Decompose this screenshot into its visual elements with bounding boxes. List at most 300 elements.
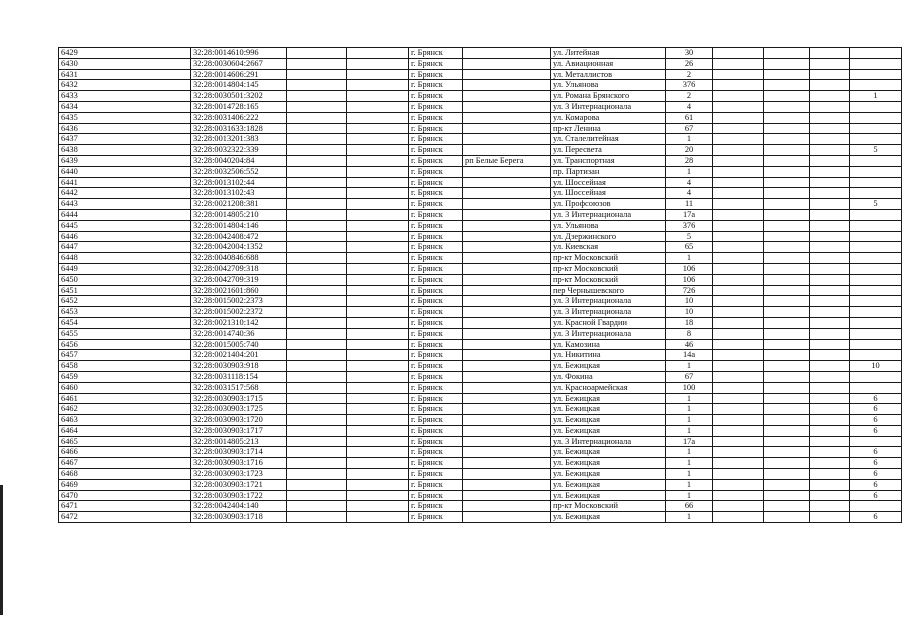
empty-cell [347, 328, 409, 339]
settlement-cell [463, 209, 551, 220]
settlement-cell [463, 436, 551, 447]
empty-cell [810, 145, 850, 156]
street-cell: ул. Сталелитейная [551, 134, 666, 145]
record-number: 6462 [59, 404, 191, 415]
empty-cell [810, 253, 850, 264]
settlement-cell: рп Белые Берега [463, 155, 551, 166]
empty-cell [287, 274, 347, 285]
house-number: 1 [666, 479, 713, 490]
empty-cell [810, 415, 850, 426]
empty-cell [347, 209, 409, 220]
house-number: 67 [666, 371, 713, 382]
table-row [59, 188, 902, 199]
street-cell: ул. Шоссейная [551, 177, 666, 188]
empty-cell [810, 307, 850, 318]
empty-cell [287, 91, 347, 102]
empty-cell [764, 263, 810, 274]
street-cell: ул. Комарова [551, 112, 666, 123]
settlement-cell [463, 371, 551, 382]
cadastral-number: 32:28:0021208:381 [191, 199, 287, 210]
table-row [59, 112, 902, 123]
settlement-cell [463, 479, 551, 490]
extra-number [850, 177, 902, 188]
cadastral-number: 32:28:0021310:142 [191, 317, 287, 328]
empty-cell [810, 177, 850, 188]
table-row [59, 501, 902, 512]
empty-cell [287, 350, 347, 361]
extra-number [850, 69, 902, 80]
extra-number: 6 [850, 393, 902, 404]
empty-cell [810, 199, 850, 210]
table-row [59, 253, 902, 264]
empty-cell [713, 155, 764, 166]
empty-cell [810, 80, 850, 91]
empty-cell [764, 220, 810, 231]
empty-cell [810, 296, 850, 307]
settlement-cell [463, 101, 551, 112]
extra-number [850, 112, 902, 123]
empty-cell [347, 220, 409, 231]
house-number: 1 [666, 166, 713, 177]
extra-number [850, 350, 902, 361]
settlement-cell [463, 490, 551, 501]
empty-cell [764, 155, 810, 166]
cadastral-number: 32:28:0031406:222 [191, 112, 287, 123]
street-cell: пр-кт Ленина [551, 123, 666, 134]
empty-cell [713, 447, 764, 458]
empty-cell [810, 58, 850, 69]
house-number: 17а [666, 436, 713, 447]
extra-number [850, 188, 902, 199]
empty-cell [764, 112, 810, 123]
extra-number [850, 307, 902, 318]
empty-cell [287, 404, 347, 415]
empty-cell [764, 253, 810, 264]
city-cell: г. Брянск [409, 48, 463, 59]
table-row [59, 350, 902, 361]
empty-cell [347, 382, 409, 393]
settlement-cell [463, 69, 551, 80]
empty-cell [764, 134, 810, 145]
record-number: 6449 [59, 263, 191, 274]
empty-cell [347, 263, 409, 274]
settlement-cell [463, 220, 551, 231]
empty-cell [347, 339, 409, 350]
empty-cell [347, 166, 409, 177]
empty-cell [287, 479, 347, 490]
empty-cell [810, 112, 850, 123]
settlement-cell [463, 134, 551, 145]
cadastral-number: 32:28:0032506:552 [191, 166, 287, 177]
cadastral-number: 32:28:0013102:43 [191, 188, 287, 199]
empty-cell [810, 479, 850, 490]
settlement-cell [463, 393, 551, 404]
empty-cell [347, 69, 409, 80]
empty-cell [713, 328, 764, 339]
empty-cell [287, 512, 347, 523]
house-number: 100 [666, 382, 713, 393]
empty-cell [764, 371, 810, 382]
city-cell: г. Брянск [409, 328, 463, 339]
city-cell: г. Брянск [409, 263, 463, 274]
empty-cell [347, 393, 409, 404]
record-number: 6442 [59, 188, 191, 199]
table-body [59, 48, 902, 523]
extra-number [850, 382, 902, 393]
settlement-cell [463, 317, 551, 328]
empty-cell [810, 458, 850, 469]
empty-cell [713, 209, 764, 220]
extra-number [850, 166, 902, 177]
table-row [59, 58, 902, 69]
extra-number: 6 [850, 512, 902, 523]
record-number: 6453 [59, 307, 191, 318]
table-row [59, 393, 902, 404]
house-number: 14а [666, 350, 713, 361]
empty-cell [764, 188, 810, 199]
empty-cell [347, 296, 409, 307]
empty-cell [764, 209, 810, 220]
empty-cell [810, 436, 850, 447]
extra-number: 6 [850, 490, 902, 501]
empty-cell [810, 274, 850, 285]
empty-cell [713, 145, 764, 156]
table-row [59, 328, 902, 339]
empty-cell [347, 307, 409, 318]
house-number: 1 [666, 393, 713, 404]
house-number: 4 [666, 101, 713, 112]
empty-cell [713, 91, 764, 102]
record-number: 6432 [59, 80, 191, 91]
record-number: 6460 [59, 382, 191, 393]
house-number: 30 [666, 48, 713, 59]
extra-number [850, 274, 902, 285]
record-number: 6458 [59, 361, 191, 372]
empty-cell [713, 123, 764, 134]
house-number: 1 [666, 415, 713, 426]
extra-number [850, 48, 902, 59]
extra-number [850, 436, 902, 447]
street-cell: пер Чернышевского [551, 285, 666, 296]
city-cell: г. Брянск [409, 501, 463, 512]
street-cell: ул. Транспортная [551, 155, 666, 166]
empty-cell [287, 328, 347, 339]
street-cell: ул. Бежицкая [551, 393, 666, 404]
house-number: 46 [666, 339, 713, 350]
empty-cell [713, 393, 764, 404]
street-cell: ул. Бежицкая [551, 479, 666, 490]
empty-cell [287, 285, 347, 296]
empty-cell [287, 80, 347, 91]
house-number: 1 [666, 447, 713, 458]
street-cell: ул. Красноармейская [551, 382, 666, 393]
cadastral-number: 32:28:0042004:1352 [191, 242, 287, 253]
cadastral-number: 32:28:0014804:145 [191, 80, 287, 91]
table-row [59, 296, 902, 307]
house-number: 1 [666, 253, 713, 264]
cadastral-number: 32:28:0014805:213 [191, 436, 287, 447]
street-cell: ул. Камозина [551, 339, 666, 350]
empty-cell [764, 469, 810, 480]
record-number: 6468 [59, 469, 191, 480]
empty-cell [713, 199, 764, 210]
empty-cell [810, 155, 850, 166]
empty-cell [810, 361, 850, 372]
empty-cell [764, 490, 810, 501]
empty-cell [810, 166, 850, 177]
extra-number [850, 209, 902, 220]
empty-cell [347, 101, 409, 112]
street-cell: ул. 3 Интернационала [551, 436, 666, 447]
cadastral-number: 32:28:0042404:140 [191, 501, 287, 512]
empty-cell [713, 425, 764, 436]
empty-cell [347, 415, 409, 426]
empty-cell [287, 134, 347, 145]
house-number: 1 [666, 425, 713, 436]
table-row [59, 404, 902, 415]
city-cell: г. Брянск [409, 447, 463, 458]
empty-cell [287, 188, 347, 199]
cadastral-number: 32:28:0030501:3202 [191, 91, 287, 102]
settlement-cell [463, 296, 551, 307]
empty-cell [764, 242, 810, 253]
city-cell: г. Брянск [409, 112, 463, 123]
empty-cell [347, 155, 409, 166]
cadastral-number: 32:28:0021404:201 [191, 350, 287, 361]
empty-cell [347, 350, 409, 361]
table-row [59, 134, 902, 145]
empty-cell [713, 307, 764, 318]
street-cell: ул. Ульянова [551, 220, 666, 231]
empty-cell [713, 501, 764, 512]
extra-number: 5 [850, 199, 902, 210]
city-cell: г. Брянск [409, 91, 463, 102]
empty-cell [347, 447, 409, 458]
city-cell: г. Брянск [409, 134, 463, 145]
cadastral-number: 32:28:0031633:1828 [191, 123, 287, 134]
house-number: 376 [666, 80, 713, 91]
empty-cell [713, 101, 764, 112]
city-cell: г. Брянск [409, 371, 463, 382]
empty-cell [347, 123, 409, 134]
settlement-cell [463, 145, 551, 156]
extra-number [850, 317, 902, 328]
record-number: 6430 [59, 58, 191, 69]
city-cell: г. Брянск [409, 220, 463, 231]
empty-cell [764, 307, 810, 318]
street-cell: ул. Пересвета [551, 145, 666, 156]
empty-cell [764, 231, 810, 242]
city-cell: г. Брянск [409, 285, 463, 296]
empty-cell [347, 371, 409, 382]
street-cell: ул. Литейная [551, 48, 666, 59]
empty-cell [287, 209, 347, 220]
empty-cell [764, 425, 810, 436]
cadastral-number: 32:28:0014740:36 [191, 328, 287, 339]
empty-cell [347, 512, 409, 523]
city-cell: г. Брянск [409, 166, 463, 177]
empty-cell [347, 188, 409, 199]
empty-cell [287, 112, 347, 123]
empty-cell [713, 134, 764, 145]
record-number: 6435 [59, 112, 191, 123]
street-cell: пр-кт Московский [551, 253, 666, 264]
empty-cell [810, 263, 850, 274]
table-row [59, 155, 902, 166]
empty-cell [347, 501, 409, 512]
empty-cell [810, 371, 850, 382]
record-number: 6446 [59, 231, 191, 242]
cadastral-number: 32:28:0014804:146 [191, 220, 287, 231]
table-row [59, 231, 902, 242]
record-number: 6459 [59, 371, 191, 382]
table-row [59, 101, 902, 112]
record-number: 6438 [59, 145, 191, 156]
empty-cell [764, 458, 810, 469]
empty-cell [713, 231, 764, 242]
empty-cell [764, 393, 810, 404]
empty-cell [713, 112, 764, 123]
record-number: 6461 [59, 393, 191, 404]
record-number: 6469 [59, 479, 191, 490]
empty-cell [810, 242, 850, 253]
empty-cell [287, 382, 347, 393]
empty-cell [764, 274, 810, 285]
record-number: 6431 [59, 69, 191, 80]
house-number: 376 [666, 220, 713, 231]
record-number: 6429 [59, 48, 191, 59]
table-row [59, 307, 902, 318]
empty-cell [810, 231, 850, 242]
house-number: 1 [666, 458, 713, 469]
city-cell: г. Брянск [409, 469, 463, 480]
extra-number [850, 231, 902, 242]
empty-cell [810, 101, 850, 112]
house-number: 1 [666, 469, 713, 480]
house-number: 4 [666, 177, 713, 188]
empty-cell [713, 458, 764, 469]
scan-edge-mark [0, 485, 3, 615]
settlement-cell [463, 415, 551, 426]
empty-cell [713, 58, 764, 69]
city-cell: г. Брянск [409, 253, 463, 264]
record-number: 6452 [59, 296, 191, 307]
table-row [59, 415, 902, 426]
empty-cell [347, 199, 409, 210]
extra-number [850, 123, 902, 134]
empty-cell [713, 404, 764, 415]
empty-cell [810, 490, 850, 501]
cadastral-number: 32:28:0030903:1722 [191, 490, 287, 501]
empty-cell [347, 253, 409, 264]
empty-cell [764, 91, 810, 102]
house-number: 1 [666, 490, 713, 501]
street-cell: ул. Шоссейная [551, 188, 666, 199]
empty-cell [347, 112, 409, 123]
empty-cell [347, 48, 409, 59]
cadastral-number: 32:28:0013201:383 [191, 134, 287, 145]
street-cell: ул. 3 Интернационала [551, 101, 666, 112]
table-row [59, 447, 902, 458]
city-cell: г. Брянск [409, 307, 463, 318]
record-number: 6439 [59, 155, 191, 166]
empty-cell [287, 361, 347, 372]
record-number: 6437 [59, 134, 191, 145]
settlement-cell [463, 80, 551, 91]
city-cell: г. Брянск [409, 490, 463, 501]
empty-cell [713, 69, 764, 80]
empty-cell [764, 436, 810, 447]
empty-cell [347, 145, 409, 156]
extra-number [850, 253, 902, 264]
settlement-cell [463, 350, 551, 361]
cadastral-number: 32:28:0040846:688 [191, 253, 287, 264]
empty-cell [810, 134, 850, 145]
table-row [59, 339, 902, 350]
empty-cell [764, 177, 810, 188]
empty-cell [347, 91, 409, 102]
street-cell: ул. Бежицкая [551, 458, 666, 469]
empty-cell [764, 361, 810, 372]
cadastral-number: 32:28:0014728:165 [191, 101, 287, 112]
empty-cell [287, 253, 347, 264]
empty-cell [287, 263, 347, 274]
table-row [59, 80, 902, 91]
city-cell: г. Брянск [409, 69, 463, 80]
empty-cell [810, 209, 850, 220]
street-cell: ул. Бежицкая [551, 490, 666, 501]
record-number: 6433 [59, 91, 191, 102]
house-number: 5 [666, 231, 713, 242]
settlement-cell [463, 469, 551, 480]
settlement-cell [463, 339, 551, 350]
cadastral-number: 32:28:0031118:154 [191, 371, 287, 382]
settlement-cell [463, 48, 551, 59]
empty-cell [713, 48, 764, 59]
empty-cell [810, 469, 850, 480]
empty-cell [287, 469, 347, 480]
record-number: 6463 [59, 415, 191, 426]
cadastral-number: 32:28:0030903:1718 [191, 512, 287, 523]
city-cell: г. Брянск [409, 101, 463, 112]
city-cell: г. Брянск [409, 209, 463, 220]
empty-cell [764, 285, 810, 296]
empty-cell [347, 490, 409, 501]
cadastral-number: 32:28:0021601:860 [191, 285, 287, 296]
table-row [59, 285, 902, 296]
empty-cell [713, 274, 764, 285]
extra-number: 6 [850, 415, 902, 426]
record-number: 6456 [59, 339, 191, 350]
city-cell: г. Брянск [409, 188, 463, 199]
empty-cell [764, 166, 810, 177]
empty-cell [713, 512, 764, 523]
empty-cell [764, 339, 810, 350]
cadastral-number: 32:28:0032322:339 [191, 145, 287, 156]
record-number: 6464 [59, 425, 191, 436]
extra-number [850, 339, 902, 350]
table-row [59, 469, 902, 480]
empty-cell [287, 425, 347, 436]
street-cell: ул. Металлистов [551, 69, 666, 80]
empty-cell [347, 134, 409, 145]
empty-cell [764, 382, 810, 393]
city-cell: г. Брянск [409, 350, 463, 361]
empty-cell [347, 458, 409, 469]
empty-cell [810, 48, 850, 59]
table-row [59, 274, 902, 285]
table-row [59, 123, 902, 134]
